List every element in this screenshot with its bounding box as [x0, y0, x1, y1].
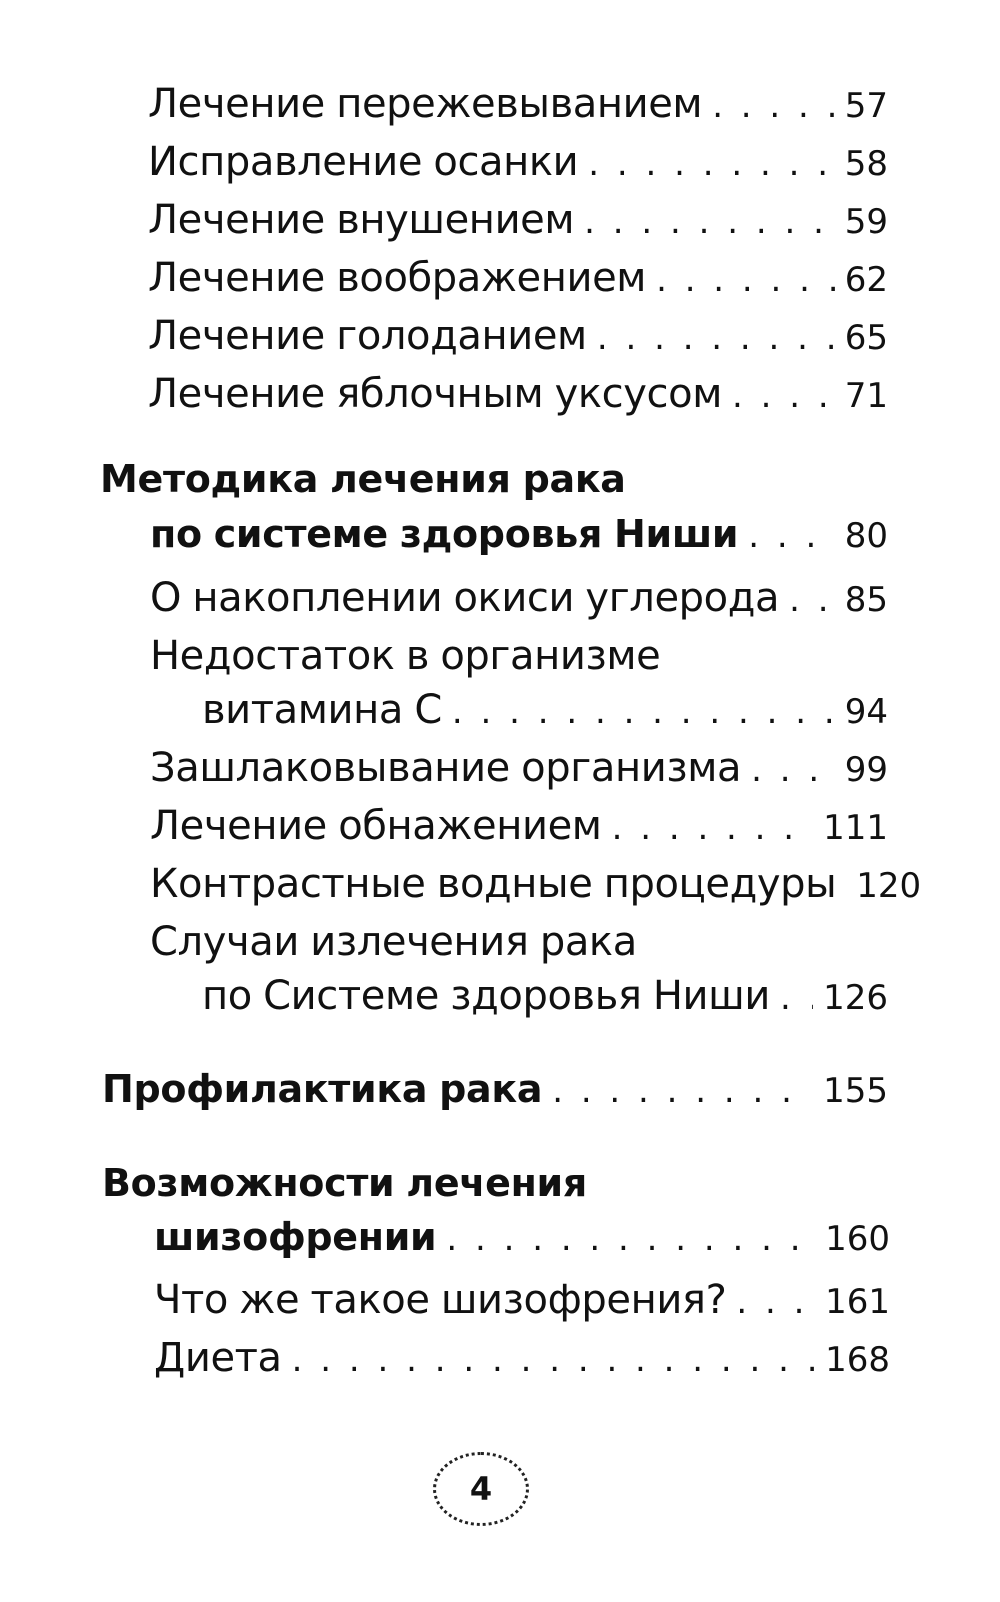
toc-entry-page: 62 — [844, 260, 888, 300]
toc-entry-title: О накоплении окиси углерода — [150, 575, 780, 621]
toc-entry-cancer-cases — [202, 973, 888, 1019]
toc-entry-title: Лечение пережевыванием — [148, 81, 703, 127]
toc-entry-page: 94 — [844, 692, 888, 732]
toc-leader-dots — [552, 1074, 813, 1108]
toc-leader-dots — [597, 321, 835, 355]
toc-entry-page: 58 — [844, 144, 888, 184]
toc-entry-page: 57 — [844, 86, 888, 126]
toc-entry-chewing — [148, 81, 888, 127]
toc-entry-title: Зашлаковывание организма — [150, 745, 742, 791]
toc-entry-page: 71 — [844, 376, 888, 416]
toc-entry-exposure — [150, 803, 888, 849]
toc-entry-title: Исправление осанки — [148, 139, 579, 185]
toc-entry-what-is-schizophrenia — [154, 1277, 890, 1323]
toc-entry-fasting — [148, 313, 888, 359]
toc-entry-page: 168 — [825, 1340, 890, 1380]
toc-entry-title: Профилактика рака — [102, 1067, 543, 1111]
toc-entry-title-line1: Случаи излечения рака — [150, 919, 637, 965]
toc-leader-dots — [712, 89, 835, 123]
toc-entry-title: Что же такое шизофрения? — [154, 1277, 727, 1323]
toc-entry-title: Лечение обнажением — [150, 803, 602, 849]
toc-leader-dots — [780, 981, 813, 1015]
toc-leader-dots — [732, 379, 835, 413]
toc-leader-dots — [612, 811, 814, 845]
toc-entry-page: 65 — [844, 318, 888, 358]
toc-entry-title: Диета — [154, 1335, 282, 1381]
toc-entry-title: Лечение голоданием — [148, 313, 587, 359]
toc-entry-title: витамина С — [202, 687, 442, 733]
toc-entry-page: 99 — [844, 750, 888, 790]
toc-entry-title: Контрастные водные процедуры — [150, 861, 837, 907]
toc-entry-page: 80 — [844, 516, 888, 556]
toc-entry-page: 160 — [825, 1219, 890, 1259]
toc-entry-page: 59 — [844, 202, 888, 242]
toc-entry-title: по Системе здоровья Ниши — [202, 973, 770, 1019]
toc-section-heading: Методика лечения рака — [100, 457, 626, 501]
toc-entry-page: 126 — [823, 978, 888, 1018]
toc-entry-contrast-water — [150, 861, 922, 907]
toc-entry-diet — [154, 1335, 890, 1381]
toc-entry-page: 155 — [823, 1071, 888, 1111]
toc-leader-dots — [446, 1222, 815, 1256]
toc-entry-title-line1: Недостаток в организме — [150, 633, 661, 679]
toc-section-entry-cancer-prevention — [102, 1067, 888, 1111]
toc-leader-dots — [452, 695, 835, 729]
toc-section-heading: Возможности лечения — [102, 1161, 587, 1205]
toc-section-entry-schizophrenia — [154, 1215, 890, 1259]
toc-entry-slagging — [150, 745, 888, 791]
toc-section-entry-cancer-method — [150, 512, 888, 556]
toc-entry-posture — [148, 139, 888, 185]
toc-entry-title: Лечение яблочным уксусом — [148, 371, 722, 417]
toc-entry-apple-vinegar — [148, 371, 888, 417]
page-number: 4 — [433, 1452, 529, 1526]
toc-entry-suggestion — [148, 197, 888, 243]
toc-entry-page: 161 — [825, 1282, 890, 1322]
toc-leader-dots — [656, 263, 835, 297]
toc-leader-dots — [748, 519, 835, 553]
toc-leader-dots — [751, 753, 835, 787]
toc-leader-dots — [789, 583, 835, 617]
toc-entry-page: 120 — [856, 866, 922, 906]
toc-entry-imagination — [148, 255, 888, 301]
toc-leader-dots — [292, 1343, 815, 1377]
toc-entry-title: Лечение внушением — [148, 197, 575, 243]
toc-entry-page: 85 — [844, 580, 888, 620]
toc-entry-vitamin-c — [202, 687, 888, 733]
toc-entry-carbon-monoxide — [150, 575, 888, 621]
toc-entry-page: 111 — [823, 808, 888, 848]
toc-entry-title: по системе здоровья Ниши — [150, 512, 739, 556]
toc-entry-title: шизофрении — [154, 1215, 437, 1259]
toc-leader-dots — [736, 1285, 815, 1319]
toc-entry-title: Лечение воображением — [148, 255, 647, 301]
toc-leader-dots — [584, 205, 835, 239]
toc-leader-dots — [588, 147, 834, 181]
